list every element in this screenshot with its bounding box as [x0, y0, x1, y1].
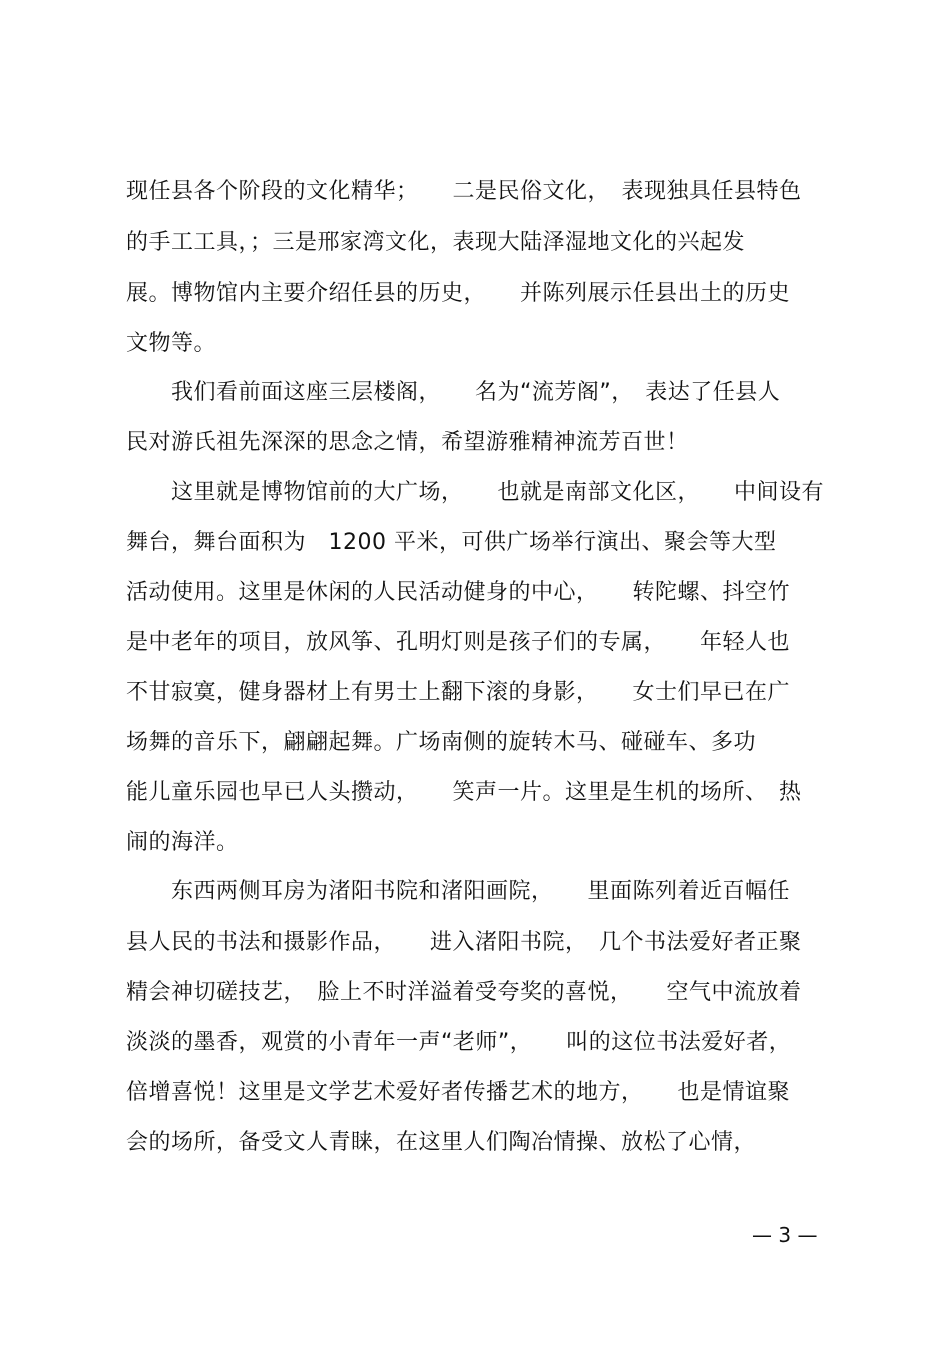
text-line: 展。博物馆内主要介绍任县的历史， 并陈列展示任县出土的历史	[126, 281, 791, 306]
text-line: 不甘寂寞，健身器材上有男士上翻下滚的身影， 女士们早已在广	[126, 680, 791, 705]
text-line: 场舞的音乐下，翩翩起舞。广场南侧的旋转木马、碰碰车、多功	[126, 730, 757, 755]
text-line: 闹的海洋。	[126, 830, 239, 855]
text-line: 县人民的书法和摄影作品， 进入渚阳书院， 几个书法爱好者正聚	[126, 930, 802, 955]
text-line: 我们看前面这座三层楼阁， 名为“流芳阁”， 表达了任县人	[126, 380, 781, 405]
text-line: 舞台，舞台面积为 1200 平米，可供广场举行演出、聚会等大型	[126, 530, 777, 555]
page-number: — 3 —	[752, 1223, 818, 1247]
text-line: 会的场所，备受文人青睐，在这里人们陶冶情操、放松了心情，	[126, 1130, 757, 1155]
text-line: 淡淡的墨香，观赏的小青年一声“老师”， 叫的这位书法爱好者，	[126, 1030, 792, 1055]
text-line: 东西两侧耳房为渚阳书院和渚阳画院， 里面陈列着近百幅任	[126, 879, 791, 904]
text-line: 民对游氏祖先深深的思念之情，希望游雅精神流芳百世！	[126, 430, 689, 455]
text-line: 是中老年的项目，放风筝、孔明灯则是孩子们的专属， 年轻人也	[126, 630, 791, 655]
text-line: 精会神切磋技艺， 脸上不时洋溢着受夸奖的喜悦， 空气中流放着	[126, 980, 802, 1005]
text-line: 文物等。	[126, 331, 217, 356]
text-line: 的手工工具，；三是邢家湾文化，表现大陆泽湿地文化的兴起发	[126, 230, 746, 255]
text-line: 现任县各个阶段的文化精华； 二是民俗文化， 表现独具任县特色	[126, 179, 802, 204]
text-line: 这里就是博物馆前的大广场， 也就是南部文化区， 中间设有	[126, 480, 825, 505]
text-line: 活动使用。这里是休闲的人民活动健身的中心， 转陀螺、抖空竹	[126, 580, 791, 605]
text-line: 倍增喜悦！这里是文学艺术爱好者传播艺术的地方， 也是情谊聚	[126, 1080, 791, 1105]
text-line: 能儿童乐园也早已人头攒动， 笑声一片。这里是生机的场所、 热	[126, 780, 802, 805]
